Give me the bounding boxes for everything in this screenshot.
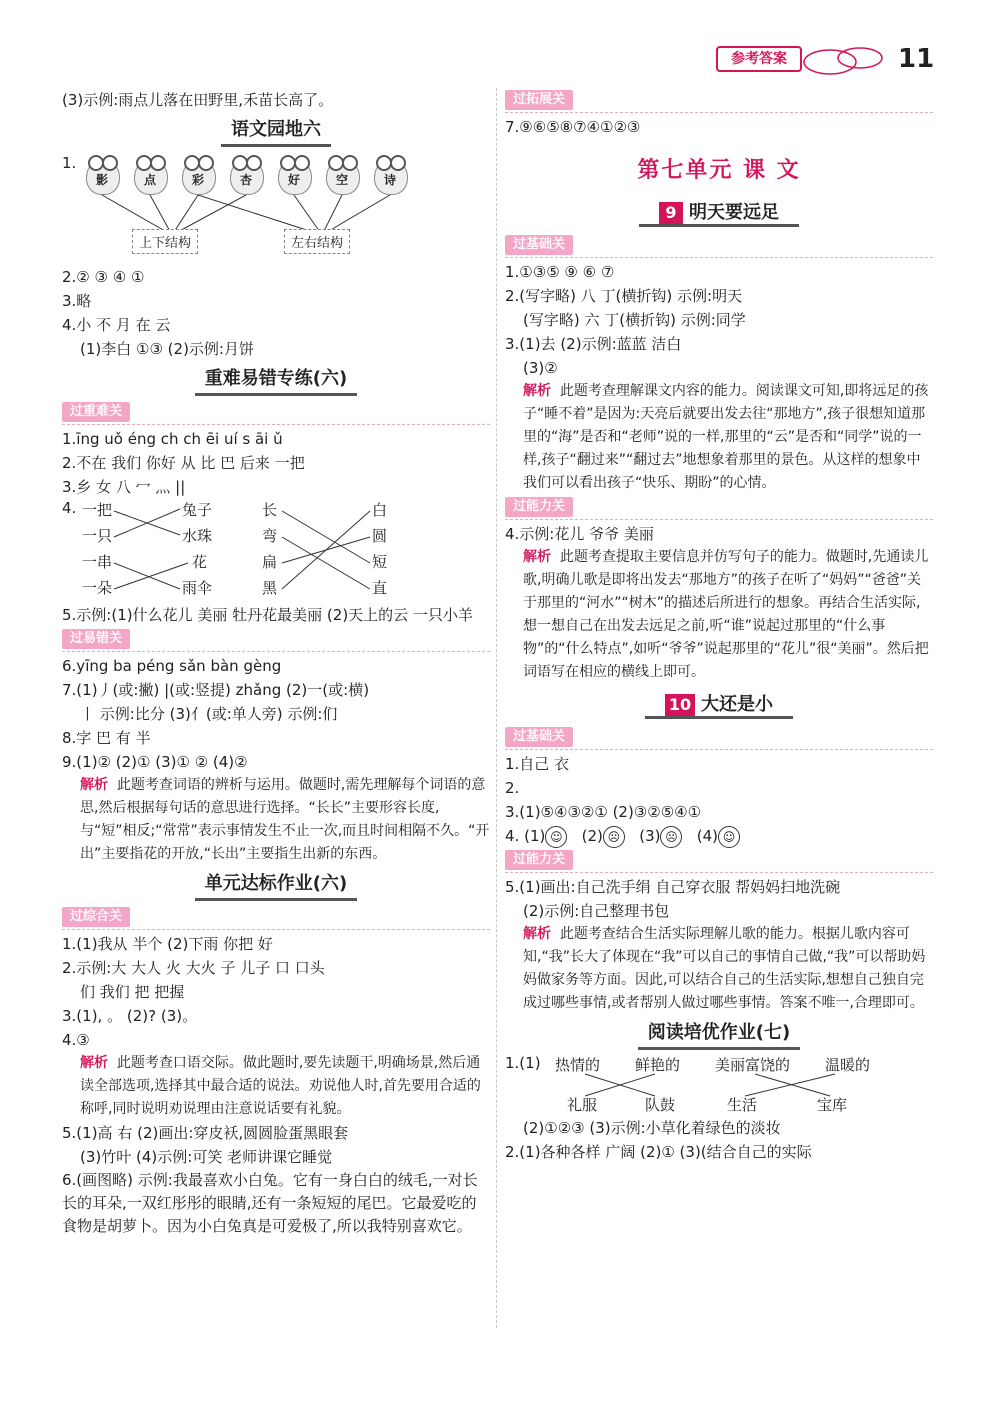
level-tag: 过拓展关 <box>505 90 573 110</box>
answer-line: (3)示例:雨点儿落在田野里,禾苗长高了。 <box>62 91 334 109</box>
answer-line: 3.(1)去 (2)示例:蓝蓝 洁白 <box>505 335 682 353</box>
sad-face-icon: ☹ <box>603 826 625 848</box>
lesson-title: 10 大还是小 <box>505 690 933 719</box>
owl-char: 好 <box>276 151 312 195</box>
explanation: 解析 此题考查理解课文内容的能力。阅读课文可知,即将远足的孩子“睡不着”是因为:天亮后就要出发去往“那地方”,孩子很想知道那里的“海”是否和“老师”说的一样,那里的“云”是否和“同学”说的一样,孩子“翻过来”“翻过去”地想象着那里的景色。从这样的想象中我们可以看出孩子“快乐、期盼”的心情。 <box>523 383 929 491</box>
answer-line: 2.(写字略) 八 丁(横折钩) 示例:明天 <box>505 287 743 305</box>
answer-line: 7.⑨⑥⑤⑧⑦④①②③ <box>505 118 641 136</box>
section-title: 语文园地六 <box>62 116 490 147</box>
section-title: 单元达标作业(六) <box>62 870 490 901</box>
answer-line: 3.(1)⑤④③②① (2)③②⑤④① <box>505 803 702 821</box>
answer-line: (2)①②③ (3)示例:小草化着绿色的淡妆 <box>523 1119 781 1137</box>
answer-line: 9.(1)② (2)① (3)① ② (4)② <box>62 753 248 771</box>
answer-line: 1.自己 衣 <box>505 755 570 773</box>
answer-line: (写字略) 六 丁(横折钩) 示例:同学 <box>523 311 746 329</box>
explanation: 解析 此题考查口语交际。做此题时,要先读题干,明确场景,然后通读全部选项,选择其中最合适的说法。劝说他人时,首先要用合适的称呼,同时说明劝说理由注意说话要有礼貌。 <box>80 1055 481 1117</box>
answer-line: 2.(1)各种各样 广阔 (2)① (3)(结合自己的实际 <box>505 1143 812 1161</box>
smile-face-icon: ☺ <box>718 826 740 848</box>
lesson-title: 9 明天要远足 <box>505 198 933 227</box>
column-divider <box>496 88 497 1328</box>
unit-title: 第七单元 课 文 <box>637 158 801 183</box>
answer-line: 3.(1), 。 (2)? (3)。 <box>62 1007 198 1025</box>
answer-line: (2)示例:自己整理书包 <box>523 902 670 920</box>
explanation: 解析 此题考查结合生活实际理解儿歌的能力。根据儿歌内容可知,“我”长大了体现在“我”可以自己的事情自己做,“我”可以帮助妈妈做家务等方面。因此,可以结合自己的生活实际,想想自己独自完成过哪些事情,或者帮别人做过哪些事情。答案不唯一,合理即可。 <box>523 926 926 1011</box>
level-tag: 过能力关 <box>505 497 573 517</box>
owl-char: 彩 <box>180 151 216 195</box>
structure-box: 上下结构 <box>132 229 198 254</box>
answer-line: 2.不在 我们 你好 从 比 巴 后来 一把 <box>62 454 305 472</box>
reading-match: 1.(1) 热情的 鲜艳的 美丽富饶的 温暖的 礼服 队鼓 生活 宝库 <box>505 1054 933 1116</box>
answer-line: 3.乡 女 八 冖 灬 || <box>62 478 186 496</box>
level-tag: 过基础关 <box>505 235 573 255</box>
owl-char: 杏 <box>228 151 264 195</box>
answer-line: 丨 示例:比分 (3)亻(或:单人旁) 示例:们 <box>80 705 338 723</box>
answer-line: 6.(画图略) 示例:我最喜欢小白兔。它有一身白白的绒毛,一对长长的耳朵,一双红彤彤的眼睛,还有一条短短的尾巴。它最爱吃的食物是胡萝卜。因为小白兔真是可爱极了,所以我特别喜欢它。 <box>62 1171 478 1235</box>
word-match: 4. 一把 一只 一串 一朵 兔子 水珠 花 雨伞 长 弯 扁 黑 白 圆 短 直 <box>62 499 490 603</box>
level-tag: 过易错关 <box>62 629 130 649</box>
structure-match <box>62 215 490 265</box>
answer-line: 8.字 巴 有 半 <box>62 729 151 747</box>
answer-line: 6.yīng ba péng sǎn bàn gèng <box>62 657 282 675</box>
match-lines-icon <box>62 499 490 603</box>
answer-line: 4.③ <box>62 1031 90 1049</box>
level-tag: 过综合关 <box>62 907 130 927</box>
owl-char: 诗 <box>372 151 408 195</box>
answer-line: 5.(1)画出:自己洗手绢 自己穿衣服 帮妈妈扫地洗碗 <box>505 878 841 896</box>
answer-line: 4.示例:花儿 爷爷 美丽 <box>505 525 654 543</box>
answer-line: 7.(1)丿(或:撇) |(或:竖提) zhǎng (2)一(或:横) <box>62 681 370 699</box>
smile-face-icon: ☺ <box>545 826 567 848</box>
answer-line: 2. <box>505 779 520 797</box>
header-tag: 参考答案 <box>716 46 802 72</box>
answer-line: (3)② <box>523 359 558 377</box>
level-tag: 过重难关 <box>62 402 130 422</box>
answer-line: 2.示例:大 大人 火 大火 子 儿子 口 口头 <box>62 959 325 977</box>
explanation: 解析 此题考查词语的辨析与运用。做题时,需先理解每个词语的意思,然后根据每句话的意思进行选择。“长长”主要形容长度,与“短”相反;“常常”表示事情发生不止一次,而且时间相隔不久。“开出”主要指花的开放,“长出”主要指生出新的东西。 <box>80 777 490 862</box>
left-column <box>62 88 490 1238</box>
answer-line: (3)竹叶 (4)示例:可笑 老师讲课它睡觉 <box>80 1148 333 1166</box>
owl-char: 空 <box>324 151 360 195</box>
answer-line: (1)李白 ①③ (2)示例:月饼 <box>80 340 254 358</box>
answer-line: 1.(1)我从 半个 (2)下雨 你把 好 <box>62 935 273 953</box>
answer-line: 5.(1)高 右 (2)画出:穿皮袄,圆圆脸蛋黑眼套 <box>62 1124 349 1142</box>
answer-line: 们 我们 把 把握 <box>80 983 185 1001</box>
answer-line: 1.īng uǒ éng ch ch ēi uí s āi ǔ <box>62 430 283 448</box>
match-lines-icon <box>62 195 490 245</box>
header-decoration-icon <box>800 40 890 80</box>
face-answers: 4. (1) ☺ (2) ☹ (3) ☹ (4) ☺ <box>505 824 933 848</box>
section-title: 阅读培优作业(七) <box>505 1019 933 1050</box>
sad-face-icon: ☹ <box>660 826 682 848</box>
answer-line: 4.小 不 月 在 云 <box>62 316 171 334</box>
answer-line: 5.示例:(1)什么花儿 美丽 牡丹花最美丽 (2)天上的云 一只小羊 <box>62 606 473 624</box>
level-tag: 过基础关 <box>505 727 573 747</box>
owl-characters: 1. 影 点 彩 杏 好 空 诗 <box>62 151 490 215</box>
section-title: 重难易错专练(六) <box>62 365 490 396</box>
owl-char: 影 <box>84 151 120 195</box>
right-column <box>505 88 933 1164</box>
explanation: 解析 此题考查提取主要信息并仿写句子的能力。做题时,先通读儿歌,明确儿歌是即将出发去“那地方”的孩子在听了“妈妈”“爸爸”关于那里的“河水”“树木”的描述后所进行的想象。再结合生活实际,想一想自己在出发去远足之前,听“谁”说起过那里的“什么事物”的“什么特点”,如听“爷爷”说起那里的“花儿”很“美丽”。然后把词语写在相应的横线上即可。 <box>523 549 929 680</box>
match-lines-icon <box>505 1054 933 1116</box>
structure-box: 左右结构 <box>284 229 350 254</box>
page-number: 11 <box>898 44 935 74</box>
answer-line: 3.略 <box>62 292 92 310</box>
owl-char: 点 <box>132 151 168 195</box>
answer-line: 1.①③⑤ ⑨ ⑥ ⑦ <box>505 263 615 281</box>
answer-line: 2.② ③ ④ ① <box>62 268 145 286</box>
level-tag: 过能力关 <box>505 850 573 870</box>
